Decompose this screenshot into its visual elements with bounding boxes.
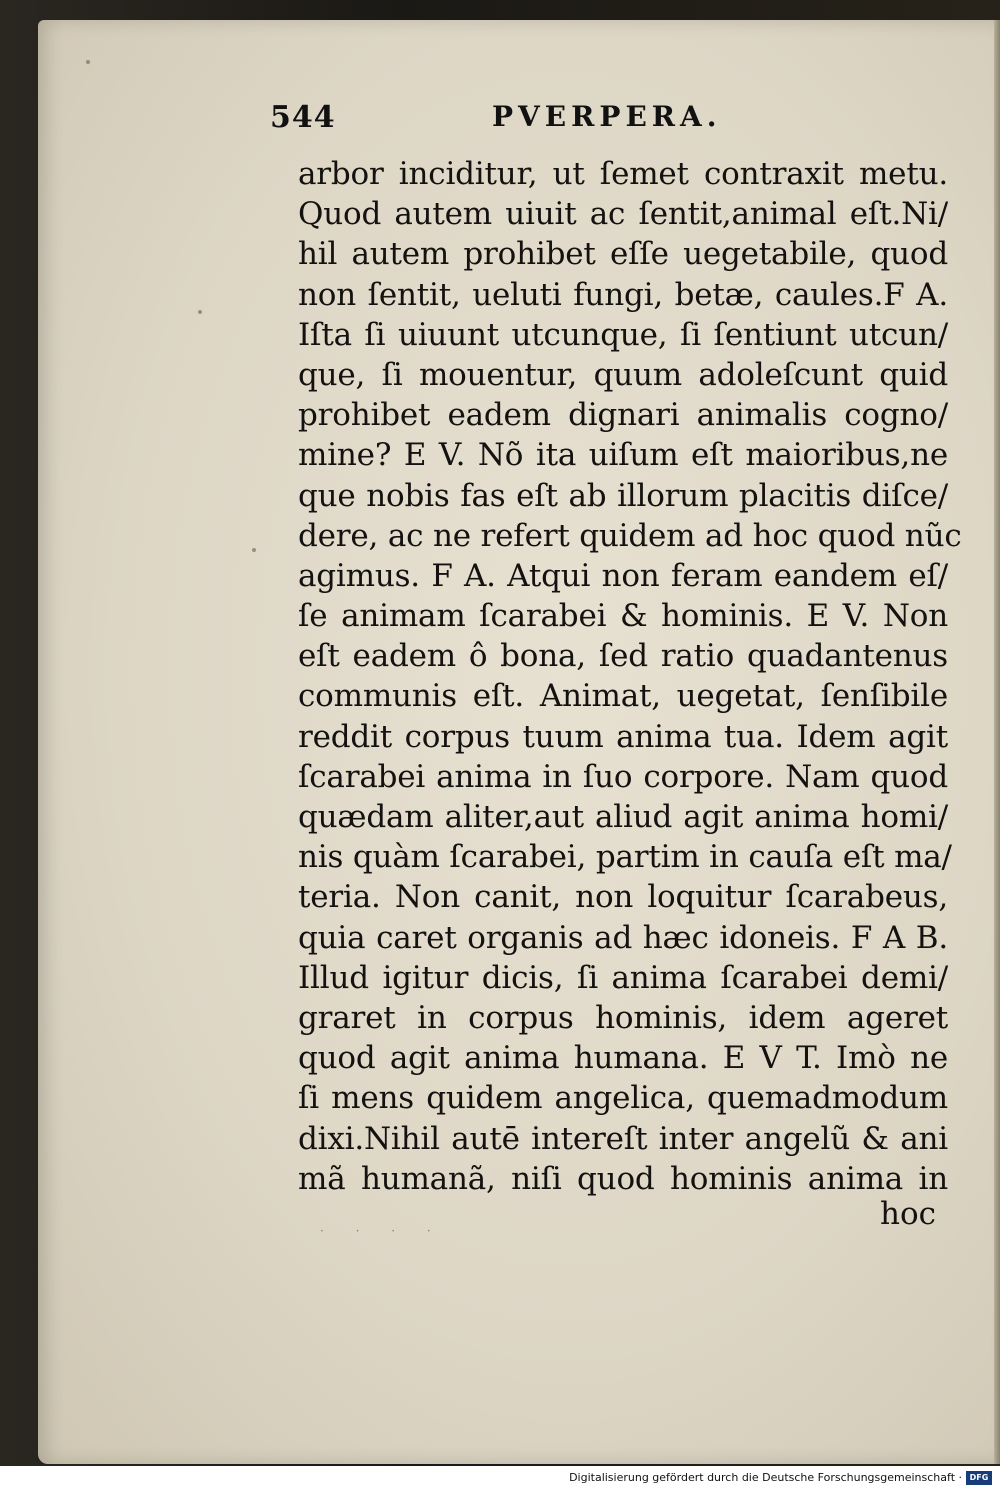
text-line: eſt eadem ô bona, ſed ratio quadantenus [298,638,948,675]
running-head: PVERPERA. [492,100,722,133]
digitization-footer [0,1466,1000,1490]
page-number: 544 [270,100,336,135]
text-line: que, ſi mouentur, quum adoleſcunt quid [298,356,948,393]
text-line: nis quàm ſcarabei, partim in cauſa eſt ma/ [298,839,952,876]
text-line: hil autem prohibet eſſe uegetabile, quod [298,236,948,273]
text-line: ſcarabei anima in ſuo corpore. Nam quod [298,758,948,795]
catchword: hoc [880,1196,936,1232]
text-line: communis eſt. Animat, uegetat, ſenſibile [298,678,948,715]
text-line: agimus. F A. Atqui non feram eandem eſ/ [298,557,948,594]
paper-speck [252,548,256,552]
footer-credit: Digitalisierung gefördert durch die Deutsche Forschungsgemeinschaft · [569,1471,962,1484]
text-line: quod agit anima humana. E V T. Imò ne [298,1040,948,1077]
page-header [270,100,770,146]
ink-dots: · · · · [320,1224,445,1238]
text-line: ſi mens quidem angelica, quemadmodum [298,1080,948,1117]
text-line: mã humanã, niſi quod hominis anima in [298,1160,948,1197]
text-line: arbor inciditur, ut ſemet contraxit metu. [298,156,948,192]
page-edge [994,20,1000,1464]
text-line: quia caret organis ad hæc idoneis. F A B. [298,919,948,956]
text-line: teria. Non canit, non loquitur ſcarabeus, [298,879,948,916]
text-line: Illud igitur dicis, ſi anima ſcarabei demi/ [298,959,948,996]
text-line: ſe animam ſcarabei & hominis. E V. Non [298,598,948,635]
text-line: reddit corpus tuum anima tua. Idem agit [298,718,948,755]
dfg-logo-icon: DFG [966,1471,992,1485]
paper-speck [198,310,202,314]
text-line: mine? E V. Nõ ita uiſum eſt maioribus,ne [298,437,948,474]
paper-speck [86,60,90,64]
text-line: Iſta ſi uiuunt utcunque, ſi ſentiunt utcun/ [298,316,948,353]
text-line: quædam aliter,aut aliud agit anima homi/ [298,799,948,835]
text-line: Quod autem uiuit ac ſentit,animal eſt.Ni/ [298,196,948,233]
text-line: dere, ac ne refert quidem ad hoc quod nũc [298,517,962,554]
text-line: prohibet eadem dignari animalis cogno/ [298,397,948,434]
text-line: non ſentit, ueluti fungi, betæ, caules.F A. [298,276,948,313]
body-text [298,154,962,1199]
text-line: que nobis fas eſt ab illorum placitis diſce/ [298,477,948,514]
text-line: graret in corpus hominis, idem ageret [298,999,948,1036]
text-line: dixi.Nihil autē intereſt inter angelũ & ani [298,1120,948,1157]
